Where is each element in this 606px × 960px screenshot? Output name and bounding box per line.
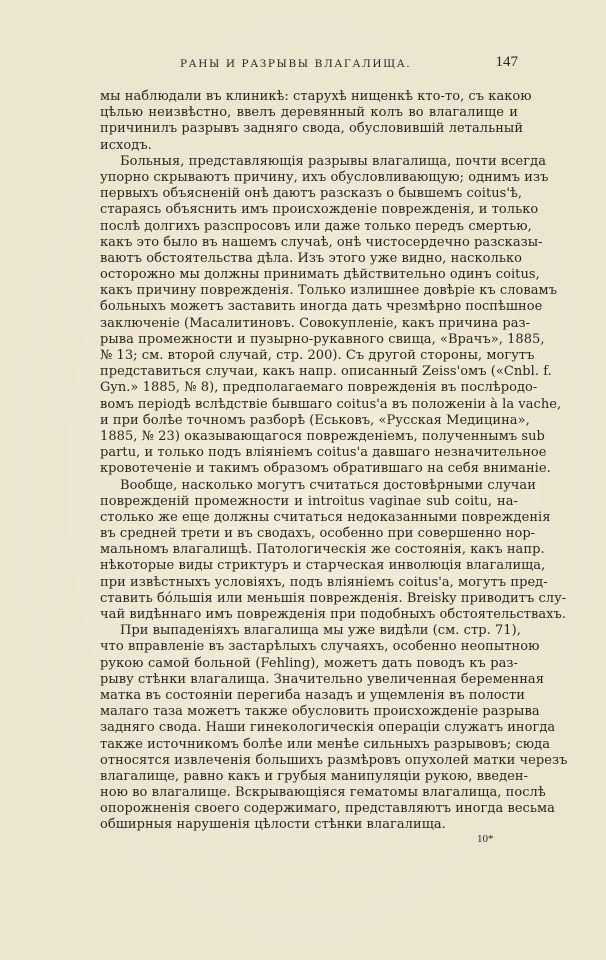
text-line: послѣ долгихъ разспросовъ или даже только передъ смертью, xyxy=(100,218,532,234)
text-line: причинилъ разрывъ задняго свода, обусловившій летальный xyxy=(100,121,524,137)
text-line: задняго свода. Наши гинекологическія операціи служатъ иногда xyxy=(100,720,556,736)
text-line: въ средней трети и въ сводахъ, особенно при совершенно нор- xyxy=(100,526,536,542)
text-line: больныхъ можетъ заставить иногда дать чрезмѣрно поспѣшное xyxy=(100,299,543,315)
text-line: partu, и только подъ вліяніемъ coitus'а давшаго незначительное xyxy=(100,445,547,461)
text-line: кровотеченіе и такимъ образомъ обратившаго на себя вниманіе. xyxy=(100,461,551,477)
text-line: какъ причину поврежденія. Только излишнее довѣріе къ словамъ xyxy=(100,283,558,299)
text-line: Больныя, представляющія разрывы влагалища, почти всегда xyxy=(120,153,546,169)
page-number: 147 xyxy=(495,54,518,70)
text-line: исходъ. xyxy=(100,137,152,153)
text-line: обширныя нарушенія цѣлости стѣнки влагалища. xyxy=(100,817,446,833)
text-line: матка въ состояніи перегиба назадъ и ущемленія въ полости xyxy=(100,687,525,703)
text-line: малаго таза можетъ также обусловить происхожденіе разрыва xyxy=(100,704,540,720)
text-line: заключеніе (Масалитиновъ. Совокупленіе, какъ причина раз- xyxy=(100,315,531,331)
text-line: осторожно мы должны принимать дѣйствительно одинъ coitus, xyxy=(100,267,540,283)
text-line: влагалище, равно какъ и грубыя манипуляціи рукою, введен- xyxy=(100,768,529,784)
text-line: № 13; см. второй случай, стр. 200). Съ другой стороны, могутъ xyxy=(100,348,535,363)
text-line: также источникомъ болѣе или менѣе сильныхъ разрывовъ; сюда xyxy=(100,736,550,752)
text-line: мальномъ влагалищѣ. Патологическія же состоянія, какъ напр. xyxy=(100,542,545,558)
body-text xyxy=(100,89,568,834)
text-line: вомъ періодѣ вслѣдствіе бывшаго coitus'а въ положеніи à la vache, xyxy=(100,396,562,412)
text-line: цѣлью неизвѣстно, ввелъ деревянный колъ во влагалище и xyxy=(100,105,518,121)
text-line: какъ это было въ нашемъ случаѣ, онѣ чистосердечно разсказы- xyxy=(100,234,543,250)
text-line: ною во влагалище. Вскрывающіяся гематомы влагалища, послѣ xyxy=(100,785,546,801)
text-line: рукою самой больной (Fehling), можетъ дать поводъ къ раз- xyxy=(100,655,518,671)
text-line: Gyn.» 1885, № 8), предполагаемаго поврежденія въ послѣродо- xyxy=(100,380,538,396)
text-line: столько же еще должны считаться недоказанными поврежденія xyxy=(100,509,551,525)
text-line: ваютъ обстоятельства дѣла. Изъ этого уже видно, насколько xyxy=(100,250,523,266)
text-line: рыву стѣнки влагалища. Значительно увеличенная беременная xyxy=(100,671,544,687)
text-line: представиться случаи, какъ напр. описанный Zeiss'омъ («Cnbl. f. xyxy=(100,364,552,380)
text-line: относятся извлеченія большихъ размѣровъ опухолей матки черезъ xyxy=(100,752,568,768)
text-line: при извѣстныхъ условіяхъ, подъ вліяніемъ coitus'а, могутъ пред- xyxy=(100,574,548,590)
text-line: При выпаденіяхъ влагалища мы уже видѣли (см. стр. 71), xyxy=(120,623,521,639)
text-line: мы наблюдали въ клиникѣ: старухѣ нищенкѣ кто-то, съ какою xyxy=(100,89,532,104)
text-line: и при болѣе точномъ разборѣ (Еськовъ, «Русская Медицина», xyxy=(100,412,530,428)
text-line: упорно скрываютъ причину, ихъ обусловливающую; однимъ изъ xyxy=(100,169,549,185)
text-line: рыва промежности и пузырно-рукавного свища, «Врачъ», 1885, xyxy=(100,331,545,347)
text-line: нѣкоторые виды стриктуръ и старческая инволюція влагалища, xyxy=(100,558,546,574)
text-line: ставить бóльшія или меньшія поврежденія. Breisky приводитъ слу- xyxy=(100,590,567,606)
text-line: 1885, № 23) оказывающагося поврежденіемъ, полученнымъ sub xyxy=(100,428,545,444)
text-line: опорожненія своего содержимаго, представляютъ иногда весьма xyxy=(100,801,555,817)
printer-signature-mark: 10* xyxy=(477,833,494,845)
text-line: Вообще, насколько могутъ считаться достовѣрными случаи xyxy=(120,477,536,493)
text-line: стараясь объяснить имъ происхожденіе поврежденія, и только xyxy=(100,202,539,218)
text-line: первыхъ объясненій онѣ даютъ разсказъ о бывшемъ coitus'ѣ, xyxy=(100,186,523,202)
page-header xyxy=(100,54,518,76)
text-line: что вправленіе въ застарѣлыхъ случаяхъ, особенно неопытною xyxy=(100,639,540,655)
text-line: чай видѣннаго имъ поврежденія при подобныхъ обстоятельствахъ. xyxy=(100,607,567,622)
running-title: РАНЫ И РАЗРЫВЫ ВЛАГАЛИЩА. xyxy=(180,58,412,70)
text-line: поврежденій промежности и introitus vaginae sub coitu, на- xyxy=(100,493,518,509)
